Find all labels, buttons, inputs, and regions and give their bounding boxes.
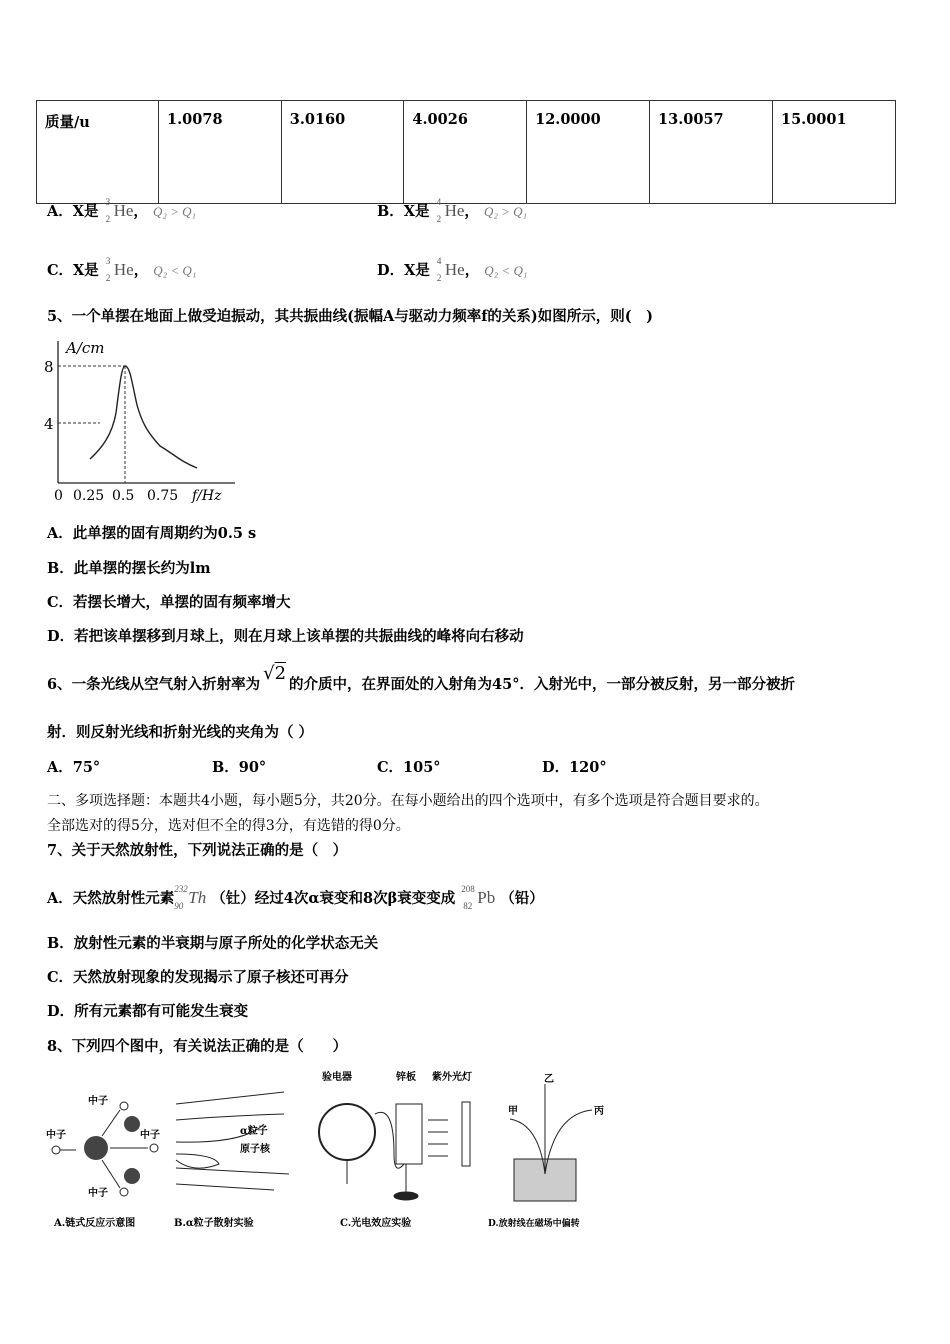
q7-option-b[interactable]: B．放射性元素的半衰期与原子所处的化学状态无关 [47,935,379,952]
mass-cell: 15.0001 [772,101,895,204]
svg-text:紫外光灯: 紫外光灯 [432,1072,472,1083]
section2-instructions: 全部选对的得5分，选对但不全的得3分，有选错的得0分。 [47,818,410,834]
caption-d: D.放射线在磁场中偏转 [488,1219,580,1229]
svg-text:中子: 中子 [88,1096,108,1107]
caption-a: A.链式反应示意图 [54,1218,136,1229]
q6-stem: 6、一条光线从空气射入折射率为√2的介质中，在界面处的入射角为45°．入射光中，一部分被反射，另一部分被折 [47,663,795,693]
resonance-curve-graph [40,333,240,508]
svg-text:α粒子: α粒子 [240,1126,268,1137]
svg-text:验电器: 验电器 [322,1072,352,1083]
mass-cell: 4.0026 [404,101,527,204]
x-tick: 0.5 [112,488,135,504]
mass-cell: 3.0160 [281,101,404,204]
guide-lines [58,366,125,483]
q6-option-c[interactable]: C．105° [377,759,441,776]
mass-cell: 12.0000 [527,101,650,204]
svg-text:乙: 乙 [544,1074,554,1085]
caption-b: B.α粒子散射实验 [174,1218,254,1229]
alpha-scattering-diagram [174,1092,289,1229]
mass-table [36,100,896,204]
resonance-curve [90,366,197,468]
q7-option-c[interactable]: C．天然放射现象的发现揭示了原子核还可再分 [47,969,349,986]
svg-text:中子: 中子 [140,1130,160,1141]
x-tick: 0.75 [147,488,179,504]
q8-figure [44,1064,620,1236]
svg-text:丙: 丙 [594,1106,604,1117]
q5-option-b[interactable]: B．此单摆的摆长约为lm [47,560,211,577]
x-label: f/Hz [192,488,222,504]
q5-option-a[interactable]: A．此单摆的固有周期约为0.5 s [47,525,257,542]
svg-text:中子: 中子 [46,1130,66,1141]
photoelectric-diagram [319,1070,472,1229]
q6-stem-cont: 射．则反射光线和折射光线的夹角为（ ） [47,724,314,741]
q4-option-c[interactable]: C．X是 3 2 He， Q₂ < Q₁ [47,256,197,283]
q5-option-d[interactable]: D．若把该单摆移到月球上，则在月球上该单摆的共振曲线的峰将向右移动 [47,628,524,645]
q7-option-d[interactable]: D．所有元素都有可能发生衰变 [47,1003,249,1020]
q4-option-a[interactable]: A．X是 3 2 He， Q₂ > Q₁ [47,197,197,224]
q5-stem: 5、一个单摆在地面上做受迫振动，其共振曲线(振幅A与驱动力频率f的关系)如图所示，则( ) [47,308,654,325]
caption-c: C.光电效应实验 [340,1218,412,1229]
mass-cell: 1.0078 [159,101,282,204]
q4-option-b[interactable]: B．X是 4 2 He， Q₂ > Q₁ [377,197,528,224]
y-label: A/cm [66,339,105,357]
svg-text:甲: 甲 [508,1106,518,1117]
q6-option-b[interactable]: B．90° [212,759,267,776]
q8-stem: 8、下列四个图中，有关说法正确的是（ ） [47,1038,348,1055]
q6-option-a[interactable]: A．75° [47,759,101,776]
q7-option-a[interactable]: A．天然放射性元素 232 90 Th （钍）经过4次α衰变和8次β衰变变成 208 82 Pb （铅） [47,884,544,911]
svg-text:锌板: 锌板 [396,1072,416,1083]
q4-option-d[interactable]: D．X是 4 2 He， Q₂ < Q₁ [377,256,528,283]
svg-text:原子核: 原子核 [240,1144,270,1155]
chain-reaction-diagram [46,1094,160,1229]
y-tick: 8 [44,358,54,376]
q5-option-c[interactable]: C．若摆长增大，单摆的固有频率增大 [47,594,291,611]
y-tick: 4 [44,415,54,433]
x-tick: 0.25 [73,488,105,504]
q6-option-d[interactable]: D．120° [542,759,607,776]
svg-text:中子: 中子 [88,1188,108,1199]
q7-stem: 7、关于天然放射性，下列说法正确的是（ ） [47,842,348,859]
section2-heading: 二、多项选择题：本题共4小题，每小题5分，共20分。在每小题给出的四个选项中，有多个选项是符合题目要求的。 [47,793,769,809]
mass-cell: 13.0057 [650,101,773,204]
radiation-deflection-diagram [488,1073,604,1229]
row-label: 质量/u [37,101,159,204]
x-tick: 0 [54,488,63,504]
